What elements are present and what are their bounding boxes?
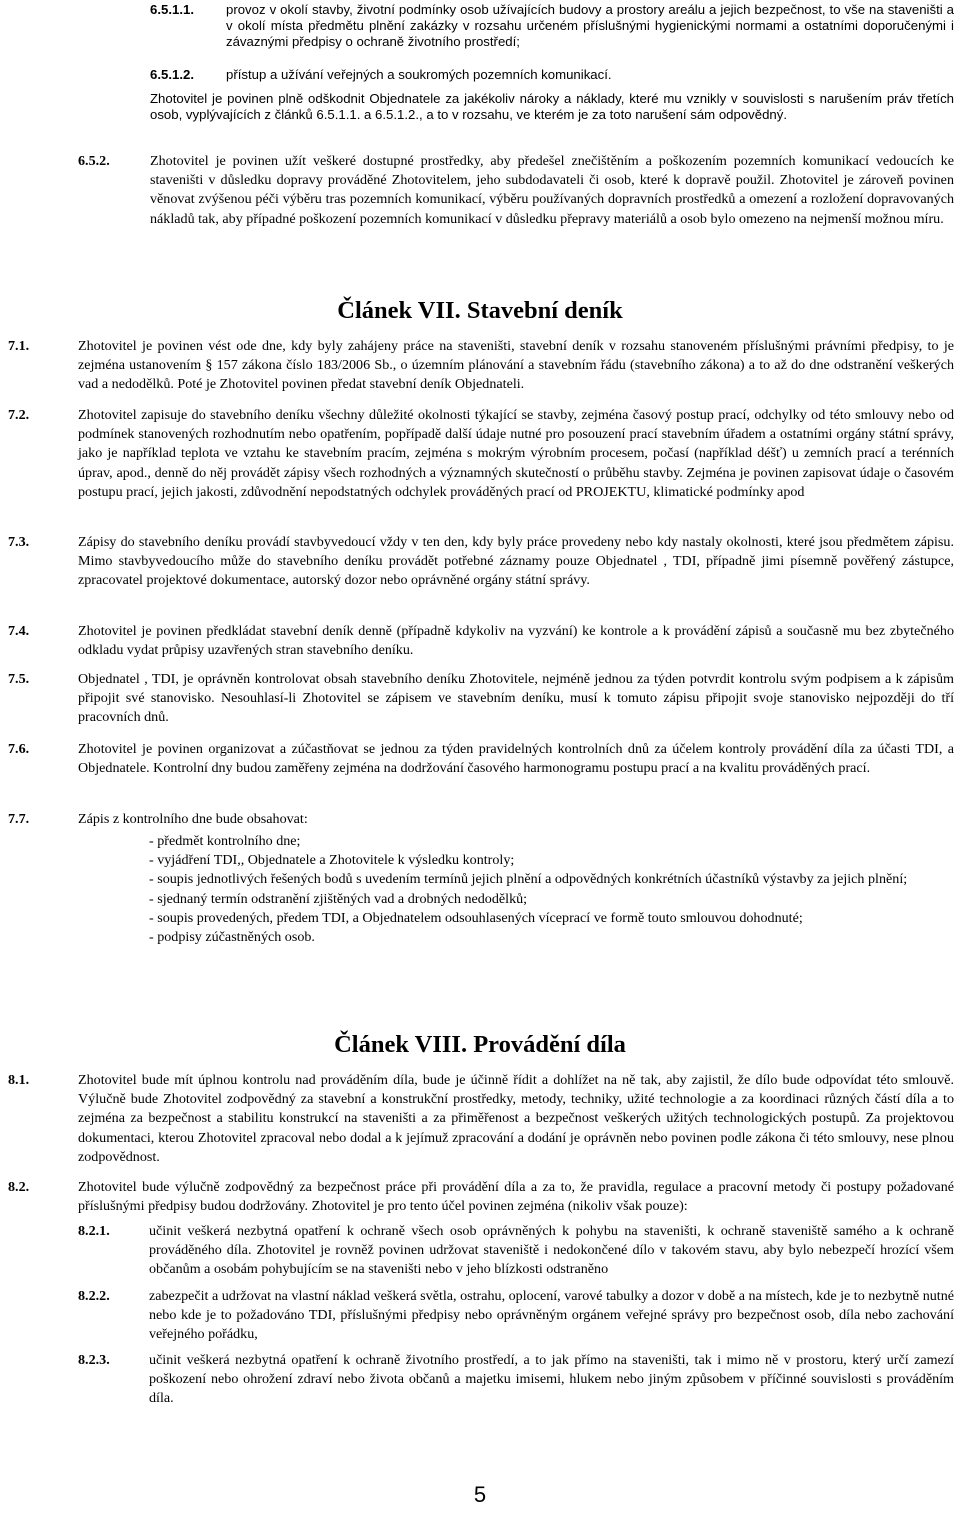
section-number: 6.5.2.	[78, 153, 110, 169]
article-heading: Článek VIII. Provádění díla	[334, 1031, 626, 1058]
section-text: Objednatel , TDI, je oprávněn kontrolovat obsah stavebního deníku Zhotovitele, nejméně jednou za týden potvrdit kontrolu svým podpisem a k zápisům připojit své stanovisko. Nesouhlasí-li Zhotovitel se zápisem ve stavebním deníku, musí k tomuto zápisu připojit svoje stanovisko nejpozději do tří pracovních dnů.	[78, 671, 954, 726]
bullet-list	[149, 832, 954, 947]
section-text: provoz v okolí stavby, životní podmínky osob užívajících budovy a prostory areálu a jejich bezpečnost, to vše na staveništi a v okolí místa předmětu plnění zakázky v rozsahu určeném příslušnými hygienickými normami a ostatními doporučenými i závaznými předpisy o ochraně životního prostředí;	[226, 2, 954, 50]
section-text: učinit veškerá nezbytná opatření k ochraně životního prostředí, a to jak přímo na staveništi, tak i mimo ně v prostoru, který určí zamezí poškození nebo ohrožení zdraví nebo života občanů a majetku imisemi, hlukem nebo jiným způsobem v příčinné souvislosti s prováděním díla.	[149, 1352, 954, 1407]
section-number: 7.3.	[8, 534, 30, 550]
section-number: 8.2.1.	[78, 1223, 110, 1239]
page-number: 5	[473, 1482, 487, 1507]
section-text: zabezpečit a udržovat na vlastní náklad veškerá světla, ostrahu, oplocení, varové tabulky a dozor v době a na místech, kde je to nezbytně nutné nebo kde je to požadováno TDI, příslušnými předpisy nebo oprávněným orgánem veřejné správy pro bezpečnost osob, díla nebo zachování veřejného pořádku,	[149, 1288, 955, 1343]
section-text: přístup a užívání veřejných a soukromých pozemních komunikací.	[226, 67, 612, 82]
list-item: - soupis provedených, předem TDI, a Objednatelem odsouhlasených víceprací ve formě touto smlouvou dohodnuté;	[149, 909, 803, 926]
section-text: učinit veškerá nezbytná opatření k ochraně všech osob oprávněných k pohybu na staveništi, k ochraně staveniště samého a k ochraně prováděného díla. Zhotovitel je rovněž povinen udržovat staveniště i nedokončené dílo v takovém stavu, aby bylo nebezpečí hrozící všem občanům a osobám pohybujícím se na staveništi nebo v jeho blízkosti odstraněno	[149, 1223, 954, 1278]
section-number: 7.2.	[8, 407, 30, 423]
section-number: 7.1.	[8, 338, 30, 354]
section-text: Zhotovitel zapisuje do stavebního deníku všechny důležité okolnosti týkající se stavby, zejména časový postup prací, odchylky od této smlouvy nebo od podmínek stanovených rozhodnutím nebo opatřením, popřípadě další údaje nutné pro posouzení prací stavebním úřadem a ostatními orgány státní správy, jako je například teplota ve vztahu ke stavebním pracím, zejména s mokrým výrobním procesem, počasí (například déšť) u zemních prací a terénních úprav, apod., denně do něj provádět zápisy všech rozhodných a významných skutečností o průběhu stavby. Zejména je povinen zapisovat údaje o časovém postupu prací, jejich jakosti, zdůvodnění nepodstatných odchylek prováděných prací od PROJEKTU, klimatické podmínky apod	[78, 407, 954, 500]
section-number: 8.2.3.	[78, 1352, 110, 1368]
section-text: Zápis z kontrolního dne bude obsahovat:	[78, 811, 308, 827]
list-item: - sjednaný termín odstranění zjištěných vad a drobných nedodělků;	[149, 890, 528, 907]
section-text: Zhotovitel je povinen užít veškeré dostupné prostředky, aby předešel znečištěním a poškozením pozemních komunikací vedoucích ke staveništi v důsledku dopravy prováděné Zhotovitelem, jeho subdodavateli či osob, které k dopravě použil. Zhotovitel je zároveň povinen věnovat zvýšenou péči výběru tras pozemních komunikací, výběru používaných dopravních prostředků a omezení a rozložení dopravovaných nákladů tak, aby případné poškození pozemních komunikací v důsledku přepravy materiálů a osob bylo omezeno na nejmenší možnou míru.	[150, 153, 954, 227]
section-number: 6.5.1.1.	[150, 2, 194, 17]
list-item: - vyjádření TDI,, Objednatele a Zhotovitele k výsledku kontroly;	[149, 852, 515, 869]
article-heading: Článek VII. Stavební deník	[337, 297, 623, 324]
section-number: 7.5.	[8, 671, 30, 687]
list-item: - soupis jednotlivých řešených bodů s uvedením termínů jejich plnění a odpovědných konkrétních účastníků výstavby za jejich plnění;	[149, 871, 908, 888]
section-number: 8.2.2.	[78, 1288, 110, 1304]
section-text: Zhotovitel je povinen organizovat a zúčastňovat se jednou za týden pravidelných kontrolních dnů za účelem kontroly provádění díla za účasti TDI, a Objednatele. Kontrolní dny budou zaměřeny zejména na dodržování časového harmonogramu postupu prací a na kvalitu prováděných prací.	[78, 741, 954, 777]
section-number: 7.4.	[8, 623, 30, 639]
section-text: Zhotovitel je povinen předkládat stavební deník denně (případně kdykoliv na vyzvání) ke kontrole a k provádění zápisů a současně mu bez zbytečného odkladu vydat průpisy uzavřených stran stavebního deníku.	[78, 623, 954, 659]
section-text: Zhotovitel bude mít úplnou kontrolu nad prováděním díla, bude je účinně řídit a dohlížet na ně tak, aby zajistil, že dílo bude odpovídat této smlouvě. Výlučně bude Zhotovitel zodpovědný za stavební a konstrukční prostředky, metody, techniky, užité technologie a za koordinaci různých částí díla a to zejména za bezpečnost a stabilitu konstrukcí na staveništi a za přiměřenost a bezpečnost veškerých užitých technologických postupů. Za projektovou dokumentaci, kterou Zhotovitel zpracoval nebo dodal a k jejímuž zpracování a dodání je oprávněn nebo povinen podle zákona či této smlouvy, nese plnou zodpovědnost.	[78, 1072, 954, 1165]
section-text: Zhotovitel je povinen vést ode dne, kdy byly zahájeny práce na staveništi, stavební deník v rozsahu stanoveném příslušnými právními předpisy, to je zejména ustanovením § 157 zákona číslo 183/2006 Sb., o územním plánování a stavebním řádu (stavebního zákona) a to až do dne odstranění veškerých vad a nedodělků. Poté je Zhotovitel povinen předat stavební deník Objednateli.	[78, 338, 954, 393]
section-number: 8.2.	[8, 1179, 30, 1195]
list-item: - předmět kontrolního dne;	[149, 833, 301, 849]
list-item: - podpisy zúčastněných osob.	[149, 929, 315, 946]
section-number: 6.5.1.2.	[150, 67, 194, 82]
paragraph: Zhotovitel je povinen plně odškodnit Objednatele za jakékoliv nároky a náklady, které mu vznikly v souvislosti s narušením práv třetích osob, vyplývajících z článků 6.5.1.1. a 6.5.1.2., a to v rozsahu, ve kterém je za toto narušení sám odpovědný.	[150, 91, 954, 123]
section-number: 7.7.	[8, 811, 30, 827]
section-text: Zhotovitel bude výlučně zodpovědný za bezpečnost práce při provádění díla a za to, že pravidla, regulace a pracovní metody či postupy požadované příslušnými předpisy budou dodržovány. Zhotovitel je pro tento účel povinen zejména (nikoliv však pouze):	[78, 1179, 954, 1215]
section-text: Zápisy do stavebního deníku provádí stavbyvedoucí vždy v ten den, kdy byly práce provedeny nebo kdy nastaly okolnosti, které jsou předmětem zápisu. Mimo stavbyvedoucího může do stavebního deníku provádět potřebné záznamy pouze Objednatel , TDI, případně jimi písemně pověřený zástupce, zpracovatel projektové dokumentace, autorský dozor nebo oprávněné orgány státní správy.	[78, 534, 954, 589]
section-number: 7.6.	[8, 741, 30, 757]
section-number: 8.1.	[8, 1072, 30, 1088]
